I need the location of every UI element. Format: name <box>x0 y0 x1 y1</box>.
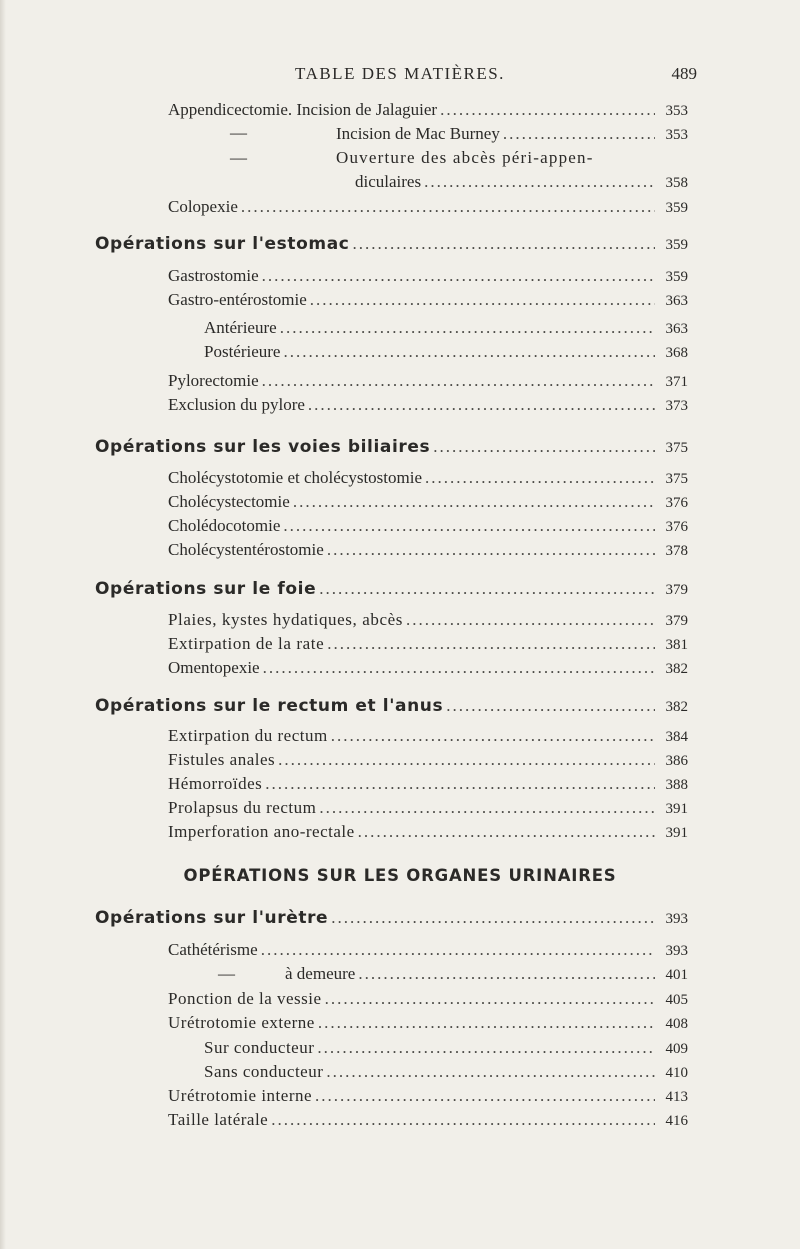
toc-entry-appendicectomie: Appendicectomie. Incision de Jalaguier ..... 353 <box>168 100 688 124</box>
ditto-dash: — <box>230 148 247 167</box>
toc-entry-ponction-vessie: Ponction de la vessie ..... 405 <box>168 989 688 1013</box>
toc-section-uretre: Opérations sur l'urètre ..... 393 <box>95 908 688 932</box>
toc-entry-gastro-enterostomie: Gastro-entérostomie ..... 363 <box>168 290 688 314</box>
binding-shadow <box>0 0 6 1249</box>
toc-entry-extirpation-rectum: Extirpation du rectum ..... 384 <box>168 726 688 750</box>
page-number: 489 <box>671 64 697 83</box>
toc-entry-gastrostomie: Gastrostomie ..... 359 <box>168 266 688 290</box>
toc-entry-hemorroides: Hémorroïdes ..... 388 <box>168 774 688 798</box>
running-head <box>0 62 800 90</box>
toc-entry-prolapsus: Prolapsus du rectum ..... 391 <box>168 798 688 822</box>
toc-entry-catheterisme: Cathétérisme ..... 393 <box>168 940 688 964</box>
toc-entry-uretrotomie-interne: Urétrotomie interne ..... 413 <box>168 1086 688 1110</box>
toc-entry-ouverture-line2: diculaires ..... 358 <box>355 172 688 196</box>
toc-section-estomac: Opérations sur l'estomac ..... 359 <box>95 234 688 258</box>
page-title: TABLE DES MATIÈRES. <box>295 64 505 83</box>
toc-entry-uretrotomie-externe: Urétrotomie externe ..... 408 <box>168 1013 688 1037</box>
toc-entry-a-demeure: à demeure ..... 401 <box>285 964 688 988</box>
toc-entry-ouverture-line1: Ouverture des abcès péri-appen- <box>336 148 594 167</box>
toc-entry-fistules-anales: Fistules anales ..... 386 <box>168 750 688 774</box>
toc-entry-cholecystectomie: Cholécystectomie ..... 376 <box>168 492 688 516</box>
toc-section-rectum: Opérations sur le rectum et l'anus ..... 382 <box>95 696 688 720</box>
toc-entry-choledocotomie: Cholédocotomie ..... 376 <box>168 516 688 540</box>
toc-entry-plaies-kystes: Plaies, kystes hydatiques, abcès ..... 379 <box>168 610 688 634</box>
part-heading-organes-urinaires: OPÉRATIONS SUR LES ORGANES URINAIRES <box>183 866 617 885</box>
toc-section-foie: Opérations sur le foie ..... 379 <box>95 579 688 603</box>
toc-entry-sur-conducteur: Sur conducteur ..... 409 <box>204 1038 688 1062</box>
toc-entry-pylorectomie: Pylorectomie ..... 371 <box>168 371 688 395</box>
toc-entry-cholecystotomie: Cholécystotomie et cholécystostomie ..... 375 <box>168 468 688 492</box>
toc-entry-colopexie: Colopexie ..... 359 <box>168 197 688 221</box>
toc-entry-posterieure: Postérieure ..... 368 <box>204 342 688 366</box>
toc-entry-omentopexie: Omentopexie ..... 382 <box>168 658 688 682</box>
toc-section-biliaires: Opérations sur les voies biliaires ..... 375 <box>95 437 688 461</box>
toc-entry-cholecystenterostomie: Cholécystentérostomie ..... 378 <box>168 540 688 564</box>
toc-entry-mac-burney: Incision de Mac Burney ..... 353 <box>336 124 688 148</box>
toc-entry-exclusion-pylore: Exclusion du pylore ..... 373 <box>168 395 688 419</box>
toc-entry-taille-laterale: Taille latérale ..... 416 <box>168 1110 688 1134</box>
toc-entry-sans-conducteur: Sans conducteur ..... 410 <box>204 1062 688 1086</box>
toc-entry-extirpation-rate: Extirpation de la rate ..... 381 <box>168 634 688 658</box>
toc-entry-imperforation: Imperforation ano-rectale ..... 391 <box>168 822 688 846</box>
ditto-dash: — <box>230 123 247 142</box>
toc-entry-anterieure: Antérieure ..... 363 <box>204 318 688 342</box>
ditto-dash: — <box>218 964 235 983</box>
